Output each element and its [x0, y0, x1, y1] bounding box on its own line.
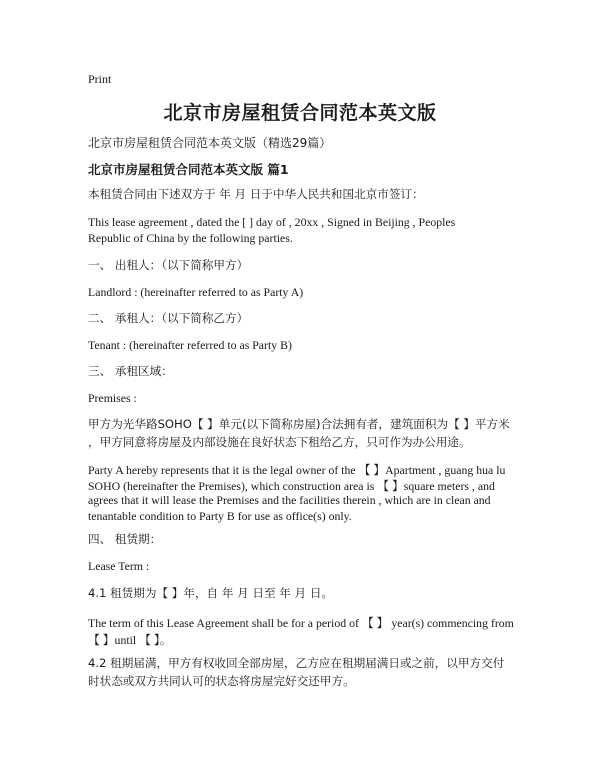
document-title: 北京市房屋租赁合同范本英文版	[163, 102, 437, 124]
term-4-2-cn-line-2: 时状态或双方共同认可的状态将房屋完好交还甲方。	[88, 674, 355, 688]
intro-cn: 本租赁合同由下述双方于 年 月 日于中华人民共和国北京市签订：	[88, 187, 424, 201]
premises-heading: 三、 承租区域：	[88, 364, 173, 378]
intro-en-line-1: This lease agreement , dated the [ ] day of , 20xx , Signed in Beijing , Peoples	[88, 215, 456, 229]
term-en: Lease Term :	[88, 559, 150, 573]
premises-desc-cn-line-1: 甲方为光华路SOHO【 】单元(以下简称房屋)合法拥有者，建筑面积为【 】平方米	[88, 417, 510, 431]
section-heading: 北京市房屋租赁合同范本英文版 篇1	[88, 162, 289, 177]
print-label[interactable]: Print	[88, 72, 112, 86]
lessee-en: Tenant : (hereinafter referred to as Party B)	[88, 338, 292, 352]
term-4-1-en-line-2: 【 】until 【 】。	[88, 633, 172, 647]
premises-en: Premises :	[88, 391, 137, 405]
lessee-heading: 二、 承租人：（以下简称乙方）	[88, 311, 249, 325]
premises-desc-cn-line-2: ，甲方同意将房屋及内部设施在良好状态下租给乙方，只可作为办公用途。	[88, 435, 471, 449]
term-4-2-cn-line-1: 4.2 租期届满，甲方有权收回全部房屋，乙方应在租期届满日或之前，以甲方交付	[88, 656, 505, 670]
intro-en-line-2: Republic of China by the following parties.	[88, 231, 293, 245]
premises-desc-en-line-2: SOHO (hereinafter the Premises), which construction area is 【 】square meters , and	[88, 479, 495, 493]
premises-desc-en-line-4: tenantable condition to Party B for use as office(s) only.	[88, 509, 352, 523]
premises-desc-en-line-3: agrees that it will lease the Premises and the facilities therein , which are in clean and	[88, 493, 491, 507]
term-heading: 四、 租赁期：	[88, 532, 162, 546]
term-4-1-cn: 4.1 租赁期为【 】年，自 年 月 日至 年 月 日。	[88, 586, 334, 600]
premises-desc-en-line-1: Party A hereby represents that it is the legal owner of the 【 】Apartment , guang hua lu	[88, 463, 506, 477]
document-subtitle: 北京市房屋租赁合同范本英文版（精选29篇）	[88, 136, 332, 150]
lessor-en: Landlord : (hereinafter referred to as Party A)	[88, 285, 304, 299]
term-4-1-en-line-1: The term of this Lease Agreement shall be for a period of 【 】 year(s) commencing from	[88, 616, 514, 630]
lessor-heading: 一、 出租人：（以下简称甲方）	[88, 258, 249, 272]
